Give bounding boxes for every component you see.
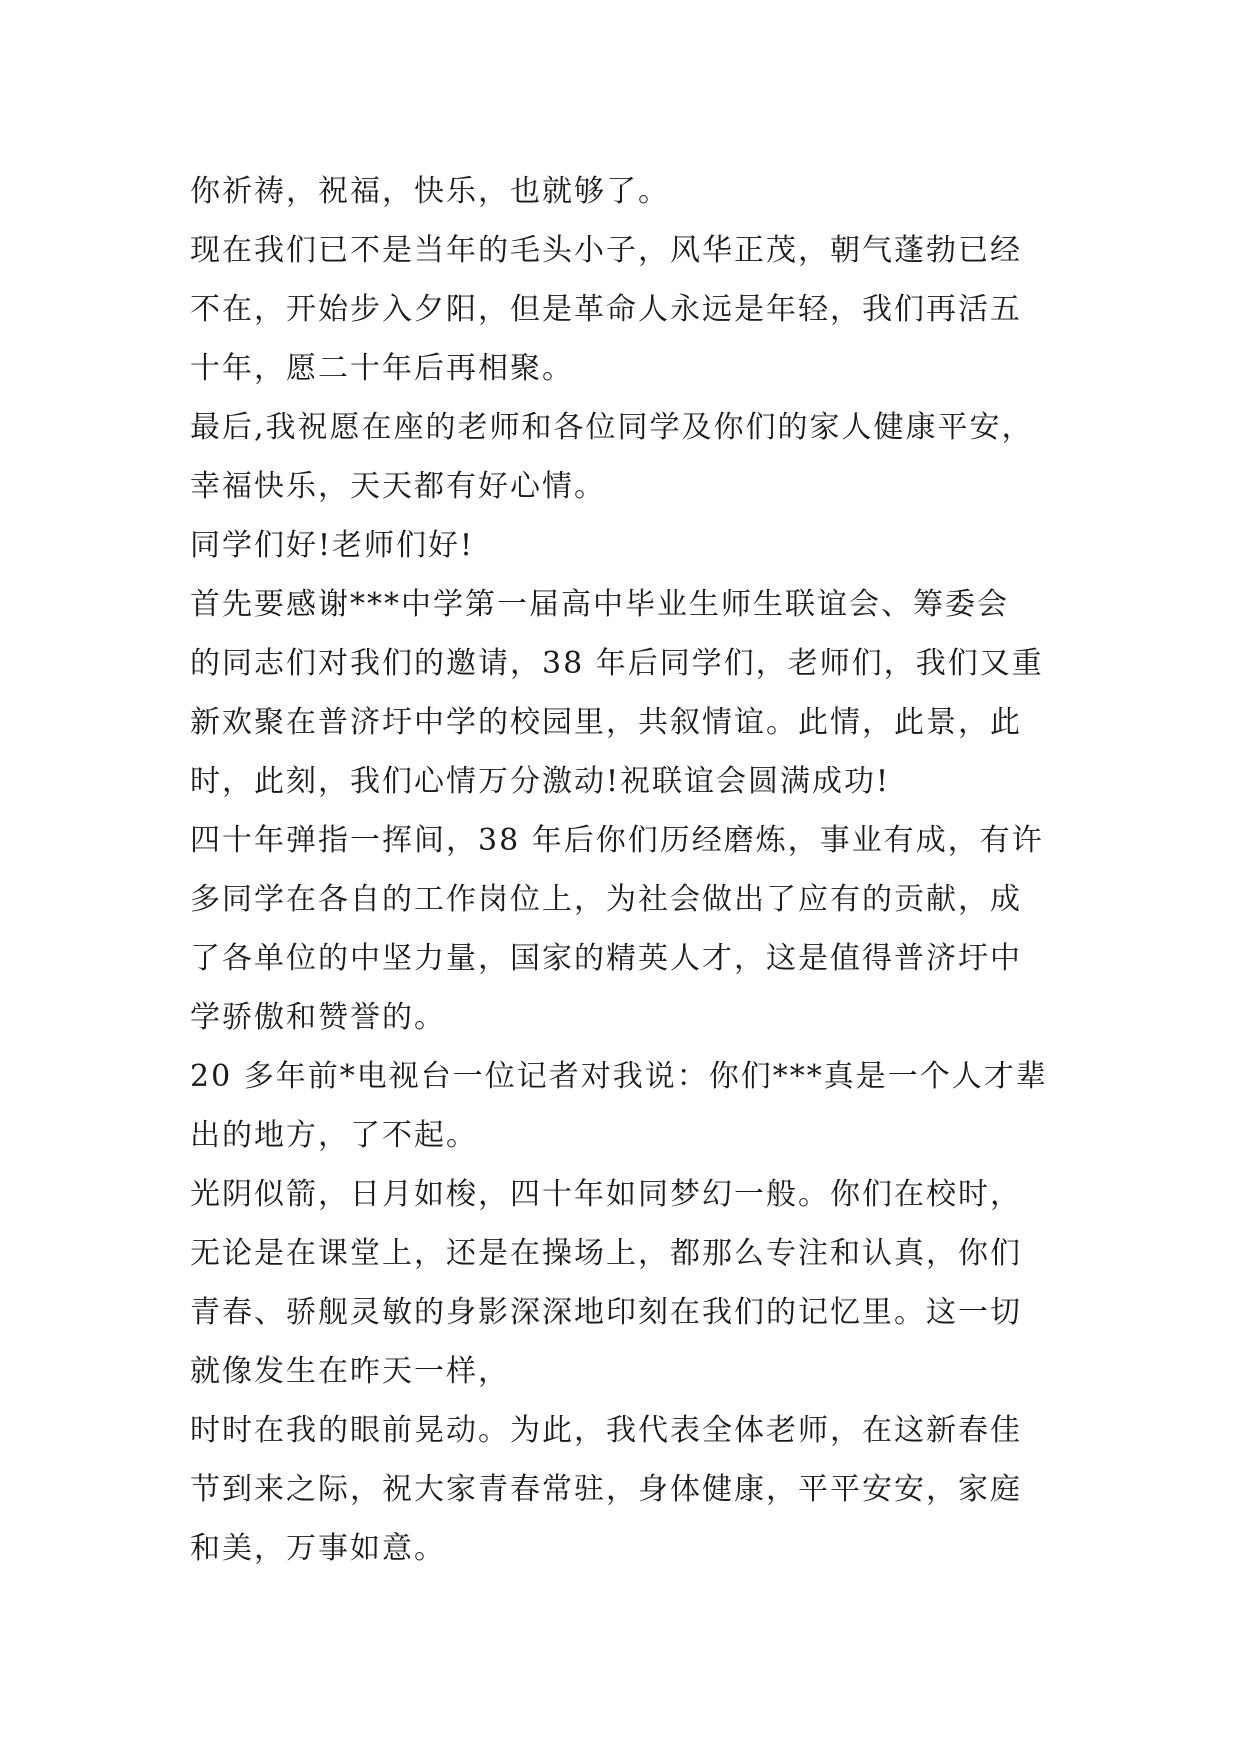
text-line: 四十年弹指一挥间，38 年后你们历经磨炼，事业有成，有许	[190, 823, 1044, 858]
text-line: 光阴似箭，日月如梭，四十年如同梦幻一般。你们在校时，	[190, 1177, 1022, 1212]
text-line: 时，此刻，我们心情万分激动!祝联谊会圆满成功!	[190, 764, 891, 799]
text-line: 首先要感谢***中学第一届高中毕业生师生联谊会、筹委会	[190, 587, 1009, 622]
text-line: 十年，愿二十年后再相聚。	[190, 351, 574, 386]
text-line: 就像发生在昨天一样，	[190, 1354, 510, 1389]
text-line: 幸福快乐，天天都有好心情。	[190, 469, 606, 504]
text-line: 的同志们对我们的邀请，38 年后同学们，老师们，我们又重	[190, 646, 1044, 681]
text-line: 无论是在课堂上，还是在操场上，都那么专注和认真，你们	[190, 1236, 1022, 1271]
text-line: 青春、骄舰灵敏的身影深深地印刻在我们的记忆里。这一切	[190, 1295, 1022, 1330]
text-line: 同学们好!老师们好!	[190, 528, 475, 563]
text-line: 和美，万事如意。	[190, 1531, 446, 1566]
text-line: 新欢聚在普济圩中学的校园里，共叙情谊。此情，此景，此	[190, 705, 1022, 740]
text-line: 学骄傲和赞誉的。	[190, 1000, 446, 1035]
text-line: 节到来之际，祝大家青春常驻，身体健康，平平安安，家庭	[190, 1472, 1022, 1507]
text-line: 了各单位的中坚力量，国家的精英人才，这是值得普济圩中	[190, 941, 1022, 976]
text-line: 20 多年前*电视台一位记者对我说：你们***真是一个人才辈	[190, 1059, 1048, 1094]
text-line: 你祈祷，祝福，快乐，也就够了。	[190, 174, 670, 209]
text-line: 时时在我的眼前晃动。为此，我代表全体老师，在这新春佳	[190, 1413, 1022, 1448]
text-line: 不在，开始步入夕阳，但是革命人永远是年轻，我们再活五	[190, 292, 1022, 327]
text-line: 最后,我祝愿在座的老师和各位同学及你们的家人健康平安，	[190, 410, 1034, 445]
text-line: 出的地方，了不起。	[190, 1118, 478, 1153]
document-body	[190, 162, 1070, 1578]
text-line: 多同学在各自的工作岗位上，为社会做出了应有的贡献，成	[190, 882, 1022, 917]
text-line: 现在我们已不是当年的毛头小子，风华正茂，朝气蓬勃已经	[190, 233, 1022, 268]
